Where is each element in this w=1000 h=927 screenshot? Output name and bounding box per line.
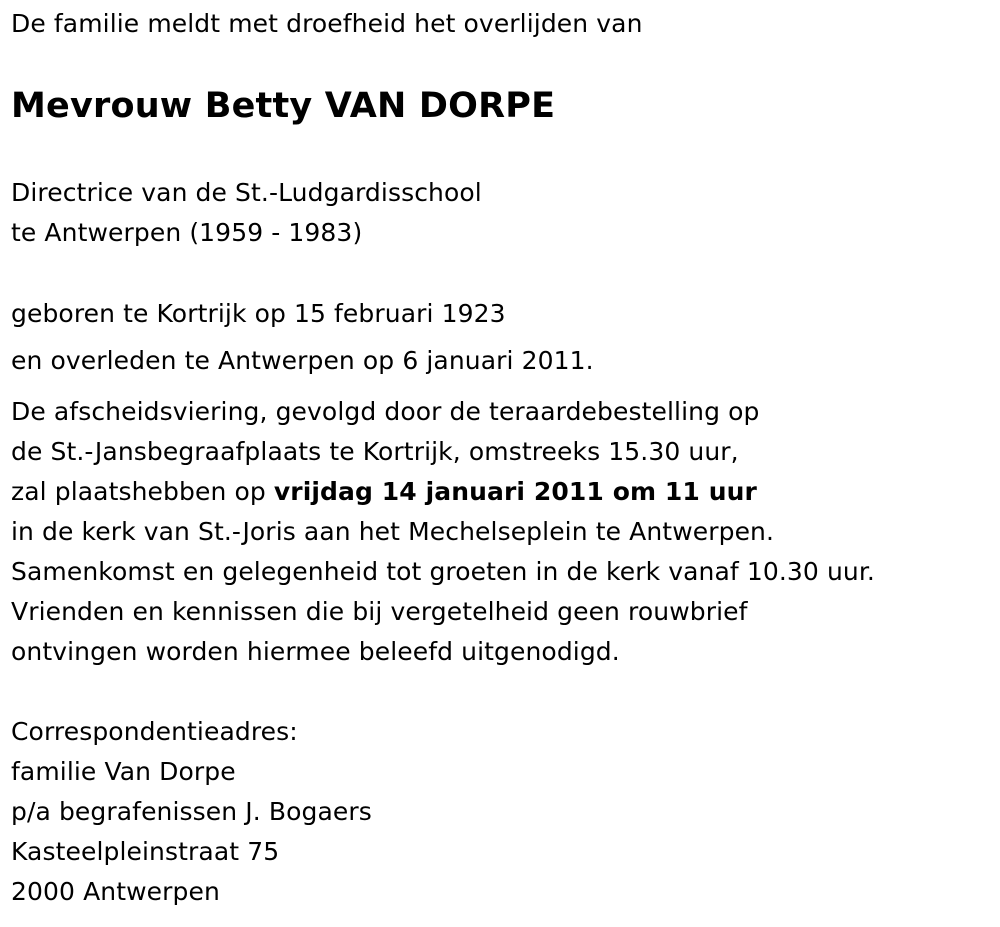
correspondence-line-3: Kasteelpleinstraat 75: [11, 837, 280, 866]
ceremony-line-1: De afscheidsviering, gevolgd door de teraardebestelling op: [11, 397, 760, 426]
ceremony-line-3: [11, 476, 757, 508]
function-line-2: te Antwerpen (1959 - 1983): [11, 218, 363, 247]
ceremony-line-2: de St.-Jansbegraafplaats te Kortrijk, omstreeks 15.30 uur,: [11, 437, 739, 466]
ceremony-line-5: Samenkomst en gelegenheid tot groeten in de kerk vanaf 10.30 uur.: [11, 557, 875, 586]
death-line: en overleden te Antwerpen op 6 januari 2011.: [11, 346, 594, 375]
deceased-name: Mevrouw Betty VAN DORPE: [11, 86, 556, 126]
correspondence-line-2: p/a begrafenissen J. Bogaers: [11, 797, 372, 826]
ceremony-line-3-prefix: zal plaatshebben op: [11, 477, 274, 506]
intro-text: De familie meldt met droefheid het overlijden van: [11, 9, 643, 38]
birth-line: geboren te Kortrijk op 15 februari 1923: [11, 299, 506, 328]
ceremony-date-time: vrijdag 14 januari 2011 om 11 uur: [273, 477, 757, 506]
correspondence-label: Correspondentieadres:: [11, 717, 298, 746]
ceremony-line-4: in de kerk van St.-Joris aan het Mechelseplein te Antwerpen.: [11, 517, 775, 546]
correspondence-line-4: 2000 Antwerpen: [11, 877, 220, 906]
correspondence-line-1: familie Van Dorpe: [11, 757, 236, 786]
ceremony-line-6: Vrienden en kennissen die bij vergetelheid geen rouwbrief: [11, 597, 748, 626]
function-line-1: Directrice van de St.-Ludgardisschool: [11, 178, 482, 207]
ceremony-line-7: ontvingen worden hiermee beleefd uitgenodigd.: [11, 637, 620, 666]
